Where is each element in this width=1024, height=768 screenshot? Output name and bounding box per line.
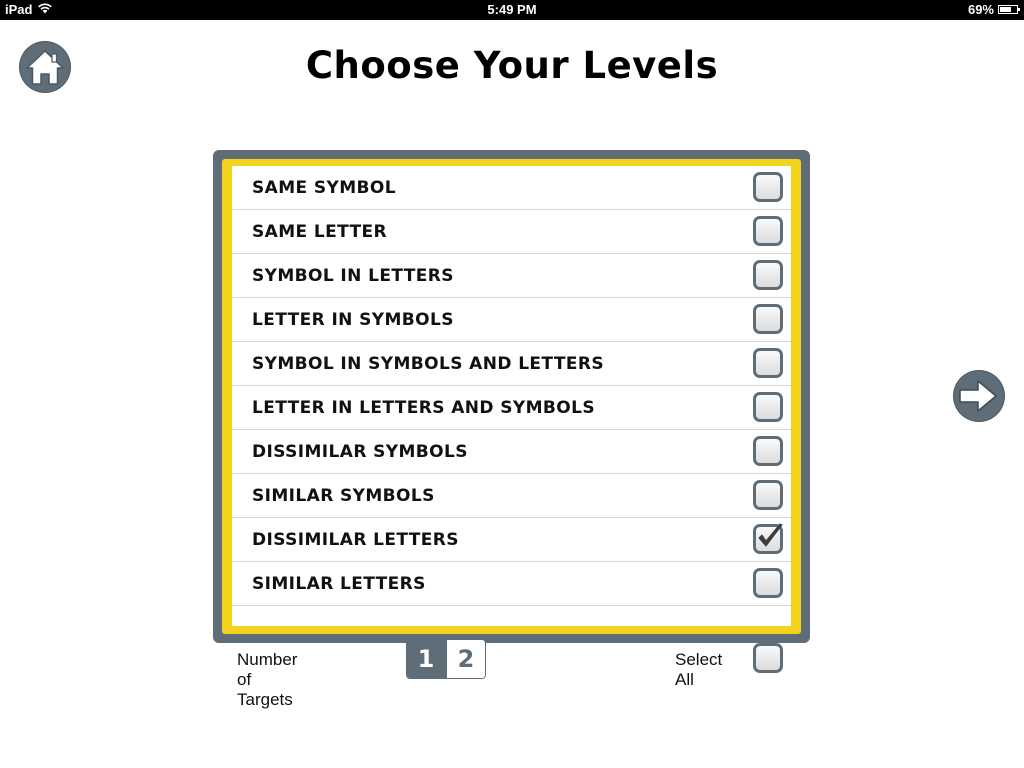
level-checkbox[interactable] [753, 480, 783, 510]
level-row[interactable] [232, 254, 791, 298]
level-row[interactable] [232, 430, 791, 474]
status-right [968, 2, 1018, 17]
next-button[interactable] [954, 371, 1004, 421]
status-bar [0, 0, 1024, 20]
level-checkbox[interactable] [753, 348, 783, 378]
level-checkbox[interactable] [753, 304, 783, 334]
select-all-label: Select All [675, 650, 723, 689]
page-title: Choose Your Levels [305, 44, 719, 87]
battery-fill [1000, 7, 1011, 12]
targets-option-2[interactable]: 2 [445, 640, 485, 678]
level-row[interactable] [232, 166, 791, 210]
level-checkbox[interactable] [753, 524, 783, 554]
level-label: SAME SYMBOL [252, 178, 396, 198]
level-checkbox[interactable] [753, 568, 783, 598]
level-label: DISSIMILAR SYMBOLS [252, 442, 468, 462]
level-row[interactable] [232, 342, 791, 386]
level-label: SYMBOL IN SYMBOLS AND LETTERS [252, 354, 604, 374]
levels-panel [213, 150, 810, 643]
level-row[interactable] [232, 298, 791, 342]
level-checkbox[interactable] [753, 172, 783, 202]
targets-segmented-control[interactable] [406, 639, 486, 679]
device-name: iPad [5, 2, 33, 17]
level-label: SYMBOL IN LETTERS [252, 266, 454, 286]
level-label: SAME LETTER [252, 222, 387, 242]
checkmark-icon [754, 521, 786, 553]
level-row[interactable] [232, 518, 791, 562]
app-screen [0, 20, 1024, 768]
level-label: SIMILAR LETTERS [252, 574, 426, 594]
level-checkbox[interactable] [753, 216, 783, 246]
level-label: SIMILAR SYMBOLS [252, 486, 435, 506]
levels-list [232, 166, 791, 626]
level-row[interactable] [232, 386, 791, 430]
level-label: LETTER IN SYMBOLS [252, 310, 454, 330]
level-label: LETTER IN LETTERS AND SYMBOLS [252, 398, 595, 418]
targets-option-1[interactable]: 1 [407, 640, 445, 678]
battery-icon [998, 5, 1018, 14]
level-row[interactable] [232, 474, 791, 518]
level-row[interactable] [232, 210, 791, 254]
levels-panel-border [222, 159, 801, 634]
status-time: 5:49 PM [487, 2, 537, 17]
arrow-right-icon [954, 371, 1004, 421]
level-label: DISSIMILAR LETTERS [252, 530, 459, 550]
level-row[interactable] [232, 562, 791, 606]
level-checkbox[interactable] [753, 436, 783, 466]
targets-label: Number of Targets [237, 650, 298, 709]
battery-percent: 69% [967, 2, 994, 17]
level-checkbox[interactable] [753, 392, 783, 422]
level-checkbox[interactable] [753, 260, 783, 290]
select-all-checkbox[interactable] [753, 643, 783, 673]
